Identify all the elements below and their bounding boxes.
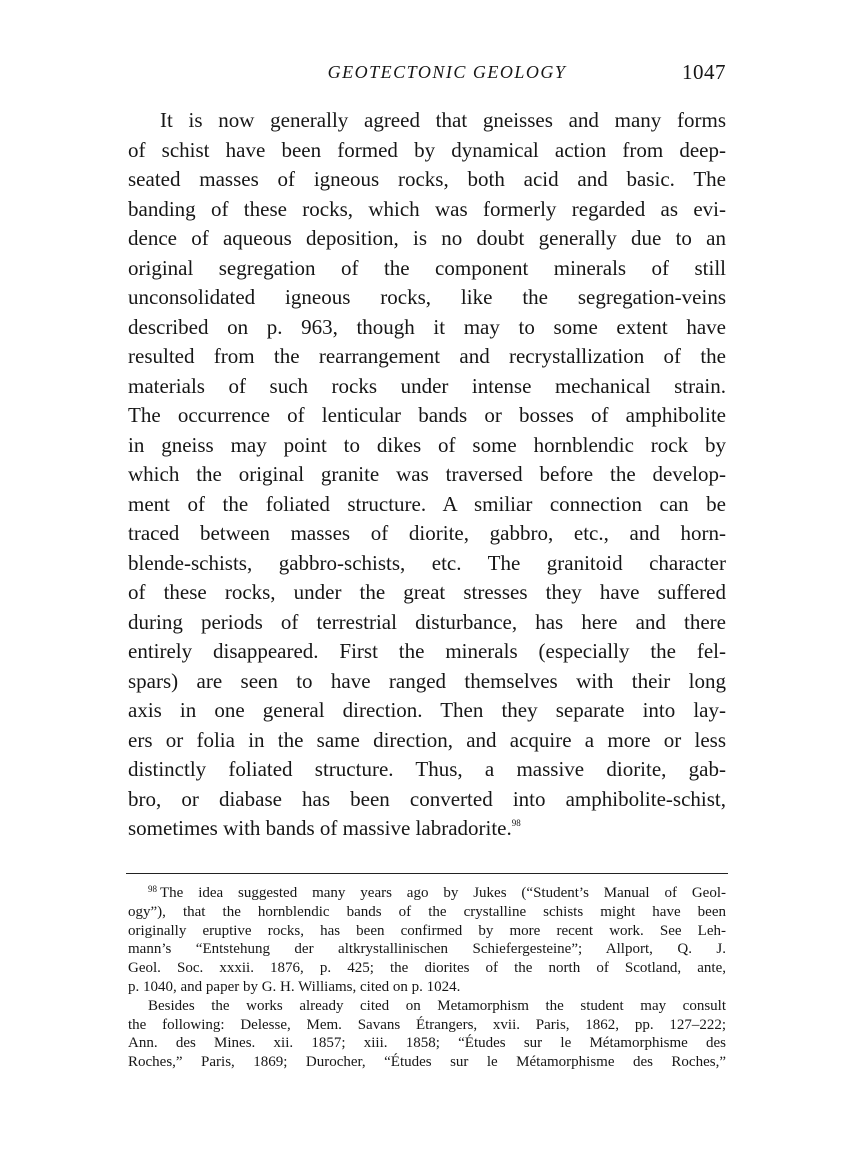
text-line: entirely disappeared. First the minerals (especially the fel- [128, 639, 726, 663]
text-line-content: sometimes with bands of massive labradorite. [128, 816, 512, 840]
text-line: axis in one general direction. Then they separate into lay- [128, 698, 726, 722]
text-line: ers or folia in the same direction, and acquire a more or less [128, 727, 726, 752]
running-title: GEOTECTONIC GEOLOGY [327, 62, 567, 82]
text-line: It is now generally agreed that gneisses and many forms [160, 108, 726, 132]
text-line: bro, or diabase has been converted into amphibolite-schist, [128, 786, 726, 811]
text-line: materials of such rocks under intense mechanical strain. [128, 373, 726, 398]
text-line: unconsolidated igneous rocks, like the segregation-veins [128, 285, 726, 309]
running-head [128, 62, 726, 90]
text-line: The occurrence of lenticular bands or bosses of amphibolite [128, 403, 726, 427]
footnote-line: the following: Delesse, Mem. Savans Étrangers, xvii. Paris, 1862, pp. 127–222; [128, 1016, 726, 1033]
text-line: banding of these rocks, which was formerly regarded as evi- [128, 196, 726, 221]
footnote-line [128, 884, 726, 903]
text-line: original segregation of the component minerals of still [128, 255, 726, 280]
text-line: spars) are seen to have ranged themselves with their long [128, 668, 726, 693]
text-line: distinctly foliated structure. Thus, a massive diorite, gab- [128, 757, 726, 781]
text-line: of schist have been formed by dynamical action from deep- [128, 137, 726, 162]
text-line: resulted from the rearrangement and recrystallization of the [128, 344, 726, 368]
footnote-line: ogy”), that the hornblendic bands of the crystalline schists might have been [128, 903, 726, 920]
text-line: during periods of terrestrial disturbance, has here and there [128, 609, 726, 634]
text-line: seated masses of igneous rocks, both acid and basic. The [128, 167, 726, 191]
text-line: ment of the foliated structure. A smiliar connection can be [128, 491, 726, 516]
page-number: 1047 [682, 60, 726, 84]
text-line: traced between masses of diorite, gabbro, etc., and horn- [128, 521, 726, 545]
footnote-line: Besides the works already cited on Metamorphism the student may consult [148, 997, 726, 1014]
footnote-line: p. 1040, and paper by G. H. Williams, cited on p. 1024. [128, 978, 461, 995]
footnote-mark: 98 [148, 884, 157, 894]
footnote-line: Geol. Soc. xxxii. 1876, p. 425; the diorites of the north of Scotland, ante, [128, 960, 726, 977]
footnote-line: mann’s “Entstehung der altkrystallinischen Schiefergesteine”; Allport, Q. J. [128, 941, 726, 958]
text-line: described on p. 963, though it may to some extent have [128, 314, 726, 339]
text-line: blende-schists, gabbro-schists, etc. The granitoid character [128, 550, 726, 575]
footnotes [128, 884, 726, 1072]
footnote-line: originally eruptive rocks, has been confirmed by more recent work. See Leh- [128, 922, 726, 939]
text-line: in gneiss may point to dikes of some hornblendic rock by [128, 432, 726, 457]
body-paragraph [128, 106, 726, 844]
text-line: dence of aqueous deposition, is no doubt generally due to an [128, 226, 726, 250]
footnote-divider [126, 873, 728, 874]
text-line: of these rocks, under the great stresses they have suffered [128, 580, 726, 604]
footnote-text: The idea suggested many years ago by Jukes (“Student’s Manual of Geol- [160, 885, 726, 901]
footnote-line: Roches,” Paris, 1869; Durocher, “Études sur le Métamorphisme des Roches,” [128, 1054, 726, 1071]
text-line-last [128, 814, 726, 844]
footnote-reference[interactable]: 98 [511, 818, 521, 828]
text-line: which the original granite was traversed before the develop- [128, 462, 726, 486]
footnote-line: Ann. des Mines. xii. 1857; xiii. 1858; “Études sur le Métamorphisme des [128, 1035, 726, 1052]
